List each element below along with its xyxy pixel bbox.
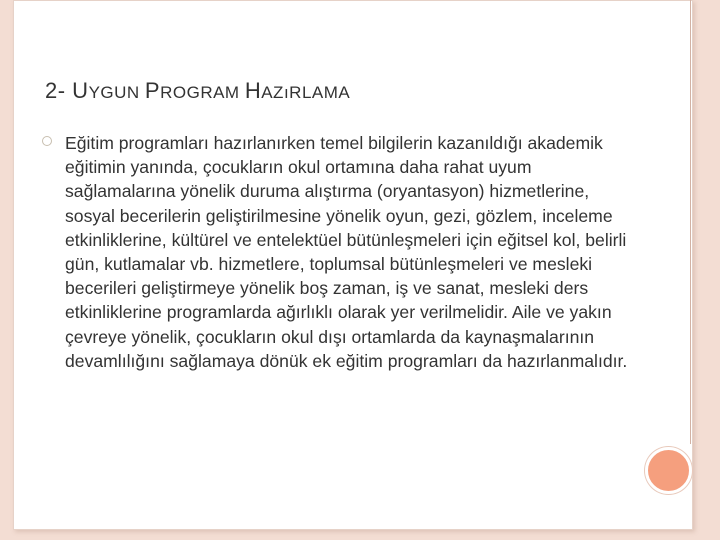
title-part-4: ROGRAM xyxy=(160,83,245,102)
bullet-text: Eğitim programları hazırlanırken temel bilgilerin kazanıldığı akademik eğitimin yanında, çocukların okul ortamına daha rahat uyum sağlamalarına yönelik duruma alıştırma (oryantasyon) hizmetlerine, sosyal becerilerin geliştirilmesine yönelik oyun, gezi, gözlem, inceleme etkinliklerine, kültürel ve entelektüel bütünleşmeleri için eğitsel kol, belirli gün, kutlamalar vb. hizmetlere, toplumsal bütünleşmeleri ve mesleki becerileri geliştirmeye yönelik boş zaman, iş ve sanat, mesleki ders etkinliklerine programlarda ağırlıklı olarak yer verilmelidir. Aile ve yakın çevreye yönelik, çocukların okul dışı ortamlarda da kaynaşmalarının devamlılığını sağlamaya dönük ek eğitim programları da hazırlanmalıdır. xyxy=(65,133,628,371)
decorative-circle xyxy=(645,447,692,494)
bullet-item xyxy=(42,131,632,373)
vertical-divider xyxy=(690,0,691,444)
title-part-5: H xyxy=(244,78,262,103)
slide-title xyxy=(45,78,645,104)
bullet-list xyxy=(42,131,632,373)
title-part-1: 2- U xyxy=(45,78,89,103)
title-part-3: P xyxy=(144,78,161,103)
title-part-6: AZıRLAMA xyxy=(261,83,351,102)
title-part-2: YGUN xyxy=(88,83,145,102)
hollow-circle-bullet-icon xyxy=(42,136,52,146)
